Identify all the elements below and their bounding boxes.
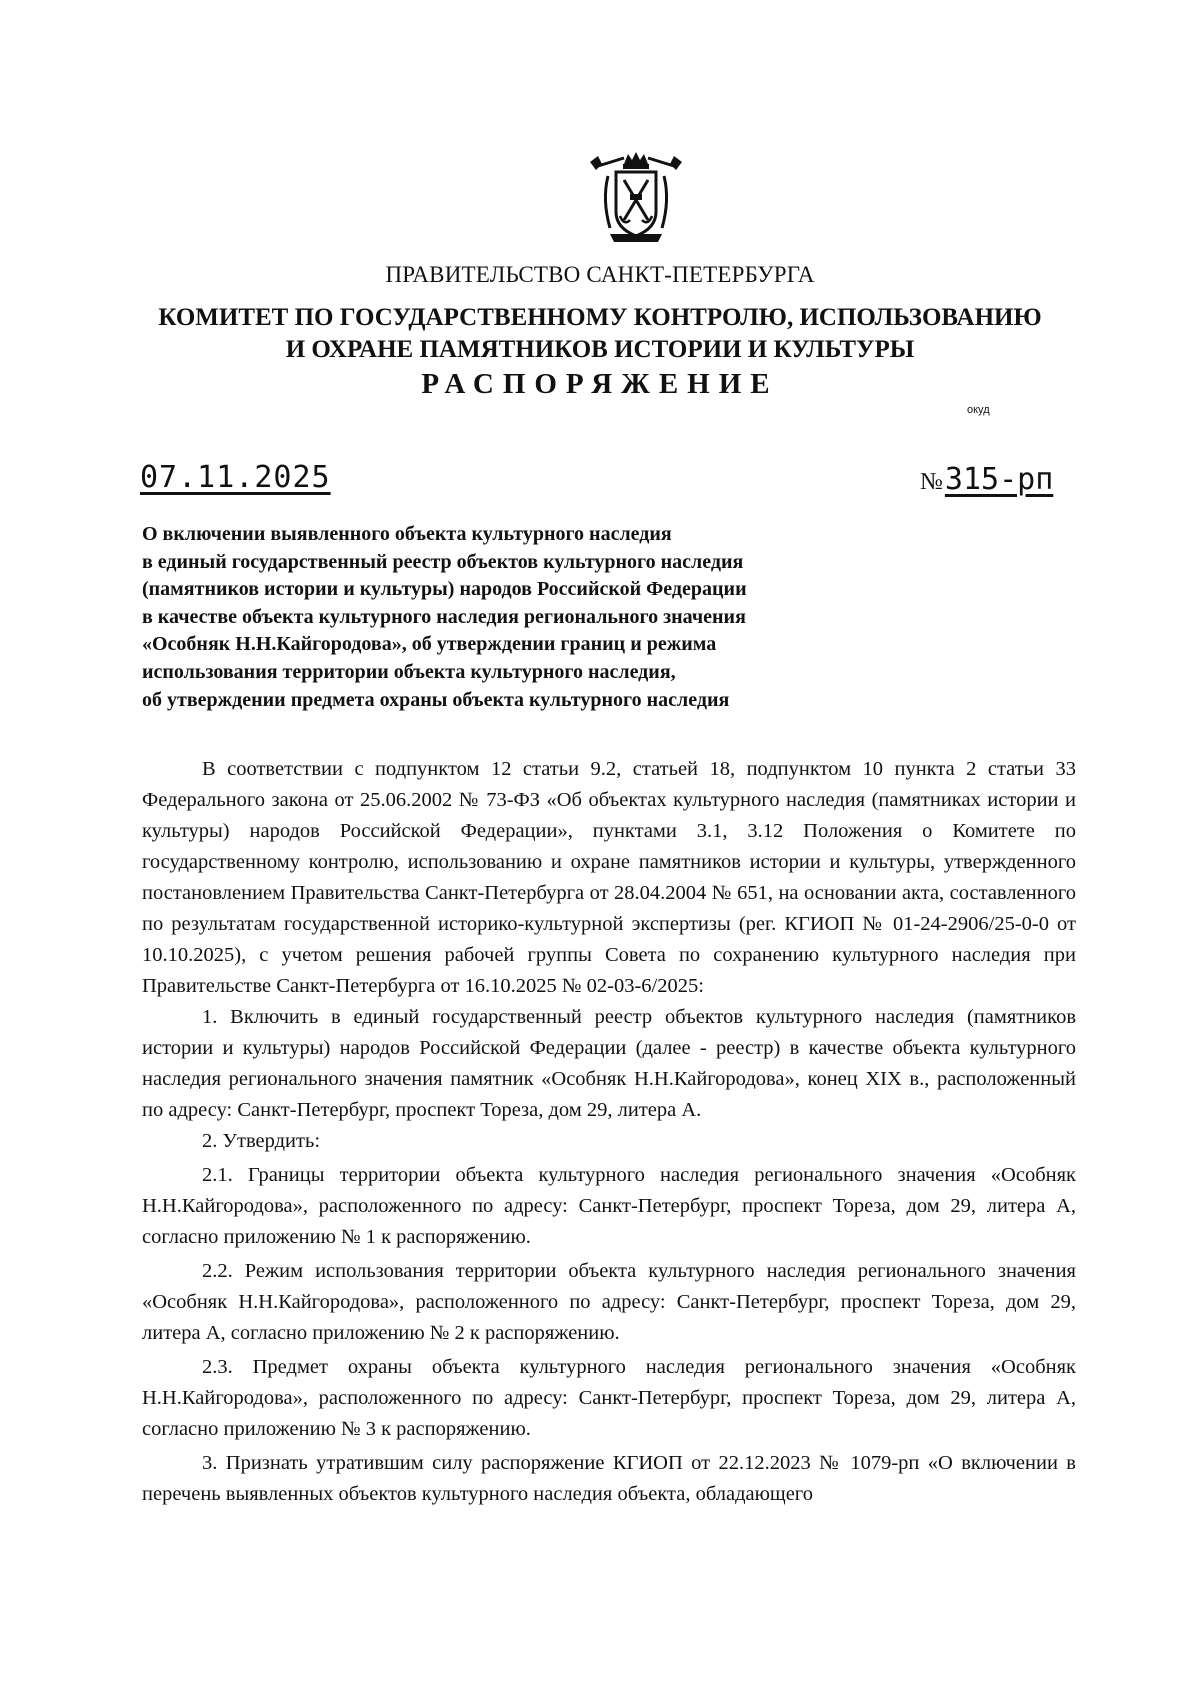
committee-title-line: КОМИТЕТ ПО ГОСУДАРСТВЕННОМУ КОНТРОЛЮ, ИСПОЛЬЗОВАНИЮ: [158, 304, 1042, 331]
subject-line: О включении выявленного объекта культурного наследия: [142, 523, 672, 545]
subject-line: в качестве объекта культурного наследия регионального значения: [142, 605, 746, 628]
clause-2-3: 2.3. Предмет охраны объекта культурного наследия регионального значения «Особняк Н.Н.Кайгородова», расположенного по адресу: Санкт-Петербург, проспект Тореза, дом 29, литера А, согласно приложению № 3 к распоряжению.: [142, 1356, 1076, 1440]
subject-line: (памятников истории и культуры) народов Российской Федерации: [142, 578, 747, 601]
okud-label: окуд: [967, 404, 990, 416]
committee-title: [0, 302, 1200, 366]
preamble-paragraph: В соответствии с подпунктом 12 статьи 9.2, статьей 18, подпунктом 10 пункта 2 статьи 33 Федерального закона от 25.06.2002 № 73-ФЗ «Об объектах культурного наследия (памятниках истории и культуры) народов Российской Федерации», пунктами 3.1, 3.12 Положения о Комитете по государственному контролю, использованию и охране памятников истории и культуры, утвержденного постановлением Правительства Санкт-Петербурга от 28.04.2004 № 651, на основании акта, составленного по результатам государственной историко-культурной экспертизы (рег. КГИОП № 01-24-2906/25-0-0 от 10.10.2025), с учетом решения рабочей группы Совета по сохранению культурного наследия при Правительстве Санкт-Петербурга от 16.10.2025 № 02-03-6/2025:: [142, 758, 1076, 997]
document-body: [142, 754, 1076, 1510]
document-type: РАСПОРЯЖЕНИЕ: [421, 368, 779, 400]
subject-line: в единый государственный реестр объектов культурного наследия: [142, 550, 744, 573]
government-title: ПРАВИТЕЛЬСТВО САНКТ-ПЕТЕРБУРГА: [385, 262, 815, 287]
subject-line: использования территории объекта культурного наследия,: [142, 660, 676, 683]
clause-2-2: 2.2. Режим использования территории объекта культурного наследия регионального значения «Особняк Н.Н.Кайгородова», расположенного по адресу: Санкт-Петербург, проспект Тореза, дом 29, литера А, согласно приложению № 2 к распоряжению.: [142, 1260, 1076, 1344]
clause-2: 2. Утвердить:: [202, 1130, 321, 1152]
number-sign: №: [920, 469, 943, 495]
subject-line: об утверждении предмета охраны объекта культурного наследия: [142, 688, 730, 711]
document-date: 07.11.2025: [140, 460, 331, 495]
subject-line: «Особняк Н.Н.Кайгородова», об утверждении границ и режима: [142, 633, 717, 656]
clause-2-1: 2.1. Границы территории объекта культурного наследия регионального значения «Особняк Н.Н.Кайгородова», расположенного по адресу: Санкт-Петербург, проспект Тореза, дом 29, литера А, согласно приложению № 1 к распоряжению.: [142, 1164, 1076, 1248]
coat-of-arms-icon: [588, 150, 684, 250]
document-number: [920, 462, 1053, 497]
committee-title-line: И ОХРАНЕ ПАМЯТНИКОВ ИСТОРИИ И КУЛЬТУРЫ: [285, 336, 915, 363]
number-value: 315-рп: [944, 462, 1054, 497]
clause-3: 3. Признать утратившим силу распоряжение КГИОП от 22.12.2023 № 1079-рп «О включении в перечень выявленных объектов культурного наследия объекта, обладающего: [142, 1452, 1076, 1505]
document-subject: [142, 521, 942, 714]
clause-1: 1. Включить в единый государственный реестр объектов культурного наследия (памятников истории и культуры) народов Российской Федерации (далее - реестр) в качестве объекта культурного наследия регионального значения памятник «Особняк Н.Н.Кайгородова», конец XIX в., расположенный по адресу: Санкт-Петербург, проспект Тореза, дом 29, литера А.: [142, 1006, 1076, 1121]
